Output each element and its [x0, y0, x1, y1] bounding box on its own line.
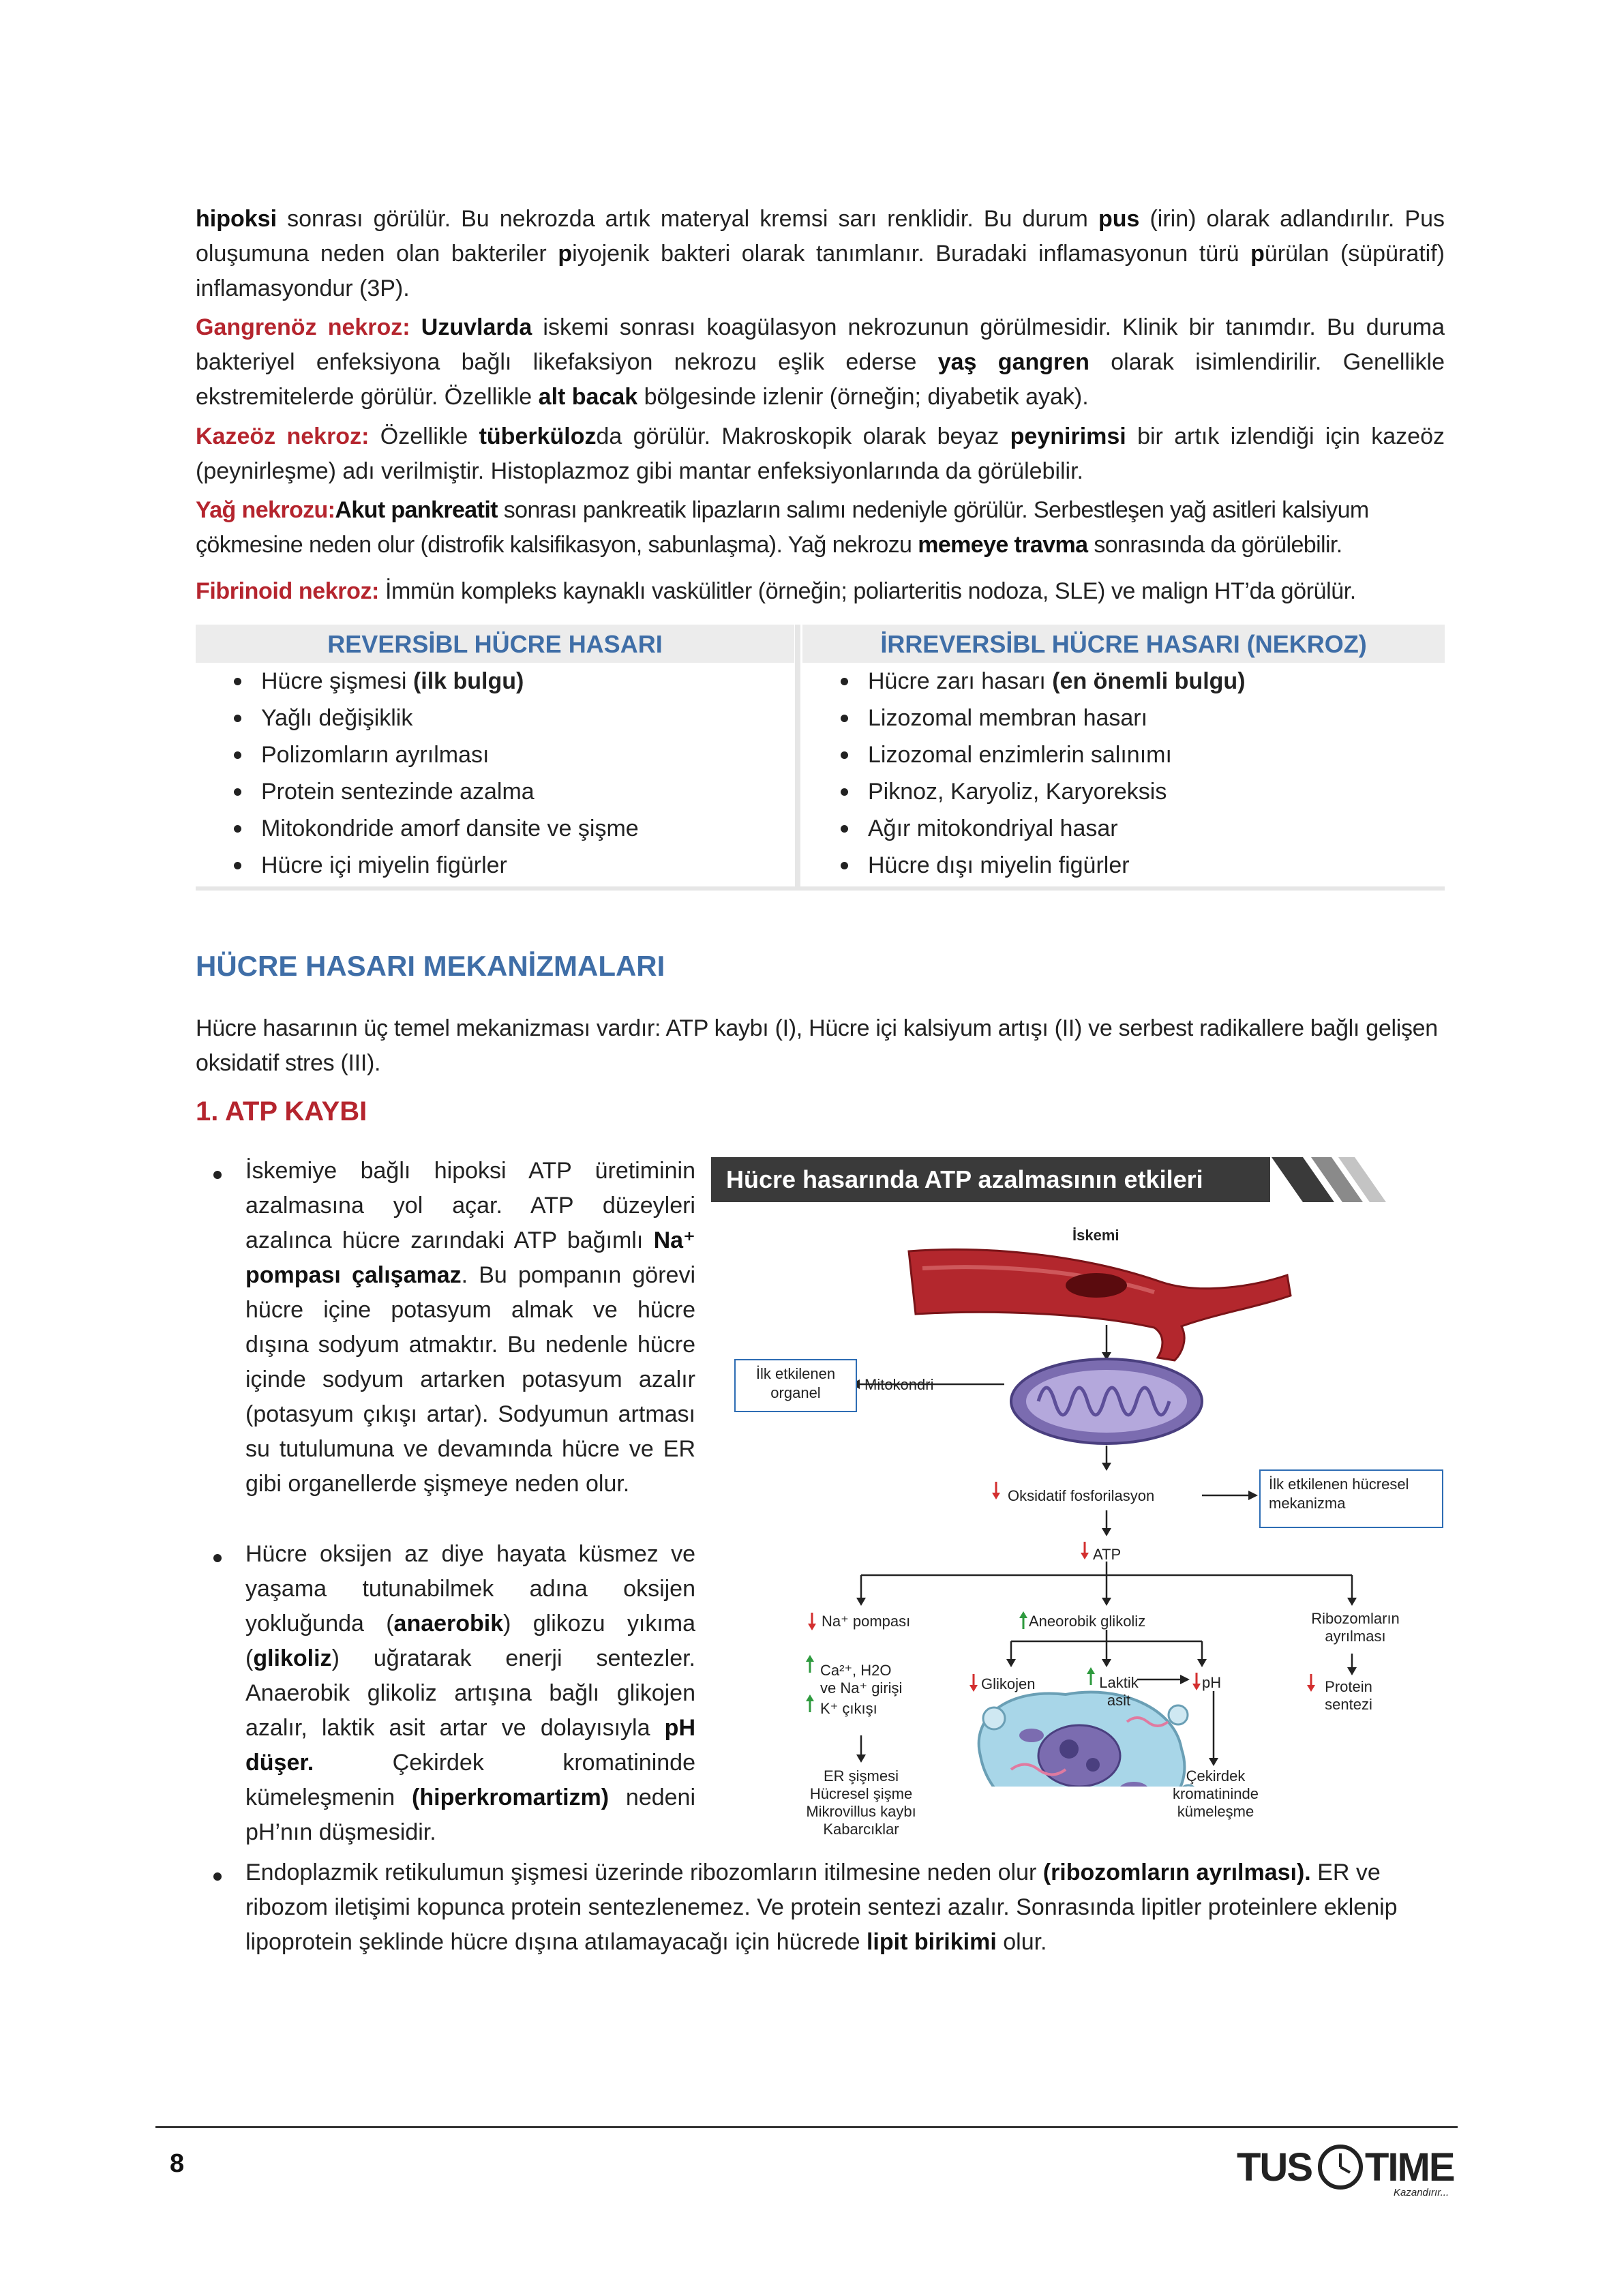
bullet-ribosome	[245, 1855, 1445, 1960]
table-list-item	[196, 700, 794, 736]
reversible-column	[196, 625, 794, 891]
text: ürülan (süpüratif) inflamasyondur (3P).	[196, 241, 1445, 301]
logo-tagline: Kazandırır...	[1394, 2187, 1449, 2198]
bold-term: Na⁺ pompası çalışamaz	[245, 1227, 695, 1288]
table-divider	[795, 625, 800, 891]
bold-term: peynirimsi	[1010, 423, 1126, 449]
ca-entry-label: Ca²⁺, H2O ve Na⁺ girişi	[820, 1662, 903, 1697]
term-label: Kazeöz nekroz:	[196, 423, 370, 449]
down-arrow-icon	[808, 1613, 816, 1630]
irreversible-header: İRREVERSİBL HÜCRE HASARI (NEKROZ)	[802, 625, 1445, 663]
text: ER ve ribozom iletişimi kopunca protein sentezlenemez. Ve protein sentezi azalır. Sonrasında lipitler proteinlere eklenip lipoprotein şeklinde hücre dışına atılamayacağı için hücrede	[245, 1860, 1398, 1955]
bold-term: anaerobik	[393, 1611, 504, 1637]
bold-term: (ribozomların ayrılması).	[1042, 1860, 1311, 1885]
table-list-item	[802, 810, 1445, 847]
table-list-item	[196, 663, 794, 700]
reversible-header: REVERSİBL HÜCRE HASARI	[196, 625, 794, 663]
up-arrow-icon	[1019, 1611, 1027, 1629]
table-list-item	[802, 736, 1445, 773]
paragraph-yag-nekrozu	[196, 493, 1445, 563]
down-arrow-icon	[1081, 1542, 1089, 1559]
bold-letter: p	[558, 241, 573, 267]
irreversible-list	[802, 663, 1445, 884]
bold-letter: p	[1250, 241, 1265, 267]
down-arrow-icon	[1192, 1673, 1201, 1690]
bold-term: memeye travma	[918, 532, 1088, 558]
chromatin-label: Çekirdek kromatininde kümeleşme	[1173, 1767, 1259, 1820]
page-number: 8	[170, 2149, 185, 2178]
laktik-label: Laktik asit	[1099, 1674, 1139, 1709]
table-list-item	[802, 663, 1445, 700]
er-swelling-label: ER şişmesi Hücresel şişme Mikrovillus kaybı Kabarcıklar	[806, 1767, 916, 1838]
iskemi-label: İskemi	[1072, 1227, 1119, 1244]
cell-injury-table	[196, 625, 1445, 891]
item-text: Ağır mitokondriyal hasar	[868, 816, 1118, 841]
text: olur.	[996, 1929, 1047, 1955]
protein-label: Protein sentezi	[1325, 1678, 1372, 1713]
glikojen-label: Glikojen	[981, 1675, 1036, 1692]
bold-term: Akut pankreatit	[335, 497, 498, 523]
item-text: Hücre dışı miyelin figürler	[868, 852, 1130, 878]
reversible-list	[196, 663, 794, 884]
footer-rule	[155, 2126, 1458, 2128]
up-arrow-icon	[1087, 1667, 1095, 1685]
bold-term: glikoliz	[253, 1645, 332, 1671]
item-text: Mitokondride amorf dansite ve şişme	[261, 816, 639, 841]
text: bölgesinde izlenir (örneğin; diyabetik ayak).	[637, 384, 1089, 410]
logo-time: TIME	[1365, 2145, 1454, 2190]
term-label: Fibrinoid nekroz:	[196, 578, 379, 604]
text: Hücre oksijen az diye hayata küsmez ve yaşama tutunabilmek adına oksijen yokluğunda (	[245, 1541, 695, 1637]
bold-term: tüberküloz	[479, 423, 597, 449]
down-arrow-icon	[969, 1674, 978, 1692]
atp-label: ATP	[1093, 1546, 1122, 1563]
text: iyojenik bakteri olarak tanımlanır. Buradaki inflamasyonun türü	[572, 241, 1251, 267]
bold-term: lipit birikimi	[866, 1929, 997, 1955]
tustime-logo	[1237, 2138, 1455, 2200]
text: Özellikle	[369, 423, 479, 449]
section-title: HÜCRE HASARI MEKANİZMALARI	[196, 950, 665, 982]
paragraph-gangrenoz	[196, 310, 1445, 415]
text: sonrası pankreatik lipazların salımı nedeniyle görülür. Serbestleşen yağ asitleri kalsiyum çökmesine neden olur (distrofik kalsifikasyon, sabunlaşma). Yağ nekrozu	[196, 497, 1369, 558]
item-text: Hücre içi miyelin figürler	[261, 852, 507, 878]
table-list-item	[196, 773, 794, 810]
ph-label: pH	[1202, 1674, 1222, 1691]
bullet-atp-pump	[245, 1154, 695, 1502]
text: İskemiye bağlı hipoksi ATP üretiminin azalmasına yol açar. ATP düzeyleri azalınca hücre zarındaki ATP bağımlı	[245, 1158, 695, 1253]
bold-term: pus	[1098, 206, 1140, 232]
section-intro: Hücre hasarının üç temel mekanizması vardır: ATP kaybı (I), Hücre içi kalsiyum artışı (II) ve serbest radikallere bağlı gelişen oksidatif stres (III).	[196, 1015, 1438, 1076]
item-text: Polizomların ayrılması	[261, 742, 490, 768]
table-list-item	[802, 700, 1445, 736]
logo-tus: TUS	[1237, 2145, 1312, 2190]
subsection-title: 1. ATP KAYBI	[196, 1096, 367, 1126]
text: Endoplazmik retikulumun şişmesi üzerinde ribozomların itilmesine neden olur	[245, 1860, 1043, 1885]
text: sonrası görülür. Bu nekrozda artık materyal kremsi sarı renklidir. Bu durum	[277, 206, 1098, 232]
text: iskemi sonrası koagülasyon nekrozunun görülmesidir. Klinik bir tanımdır. Bu duruma bakteriyel enfeksiyona bağlı likefaksiyon nekrozu eşlik ederse	[196, 314, 1445, 375]
table-list-item	[196, 736, 794, 773]
bold-term: alt bacak	[538, 384, 638, 410]
text: İmmün kompleks kaynaklı vaskülitler (örneğin; poliarteritis nodoza, SLE) ve malign HT’da görülür.	[378, 578, 1356, 604]
figure-title: Hücre hasarında ATP azalmasının etkileri	[711, 1157, 1270, 1202]
bold-term: pH düşer.	[245, 1715, 695, 1776]
down-arrow-icon	[992, 1482, 1000, 1499]
k-exit-label: K⁺ çıkışı	[820, 1700, 877, 1717]
bold-term: Uzuvlarda	[421, 314, 532, 340]
text: da görülür. Makroskopik olarak beyaz	[596, 423, 1010, 449]
ribosome-label: Ribozomların ayrılması	[1311, 1610, 1400, 1645]
text: nedeni pH’nın düşmesidir.	[245, 1784, 696, 1845]
first-mechanism-box: İlk etkilenen hücresel mekanizma	[1259, 1469, 1443, 1528]
text: (irin) olarak adlandırılır. Pus oluşumuna neden olan bakteriler	[196, 206, 1445, 267]
paragraph-pus	[196, 202, 1445, 306]
mitochondrion-inner	[1026, 1370, 1187, 1433]
term-label: Yağ nekrozu:	[196, 497, 335, 523]
item-text: Piknoz, Karyoliz, Karyoreksis	[868, 779, 1167, 805]
bold-term: hipoksi	[196, 206, 277, 232]
table-list-item	[802, 847, 1445, 884]
first-organelle-box: İlk etkilenen organel	[734, 1359, 857, 1412]
text: . Bu pompanın görevi hücre içine potasyum almak ve hücre dışına sodyum atmaktır. Bu nedenle hücre içinde sodyum artarken potasyum azalır (potasyum çıkışı artar). Sodyumun artması su tutulumuna ve devamında hücre ve ER gibi organellerde şişmeye neden olur.	[245, 1262, 695, 1497]
anaerobic-glycolysis-label: Aneorobik glikoliz	[1029, 1613, 1146, 1630]
bold-term: yaş gangren	[937, 349, 1089, 375]
irreversible-column	[802, 625, 1445, 891]
text: Çekirdek kromatininde kümeleşmenin	[245, 1750, 695, 1810]
table-list-item	[196, 847, 794, 884]
term-label: Gangrenöz nekroz:	[196, 314, 410, 340]
item-text: Yağlı değişiklik	[261, 705, 413, 731]
table-list-item	[196, 810, 794, 847]
item-text: Hücre şişmesi	[261, 668, 413, 694]
atp-figure	[711, 1156, 1454, 1838]
down-arrow-icon	[1307, 1674, 1315, 1692]
item-text: Hücre zarı hasarı	[868, 668, 1053, 694]
text: sonrasında da görülebilir.	[1087, 532, 1342, 558]
table-list-item	[802, 773, 1445, 810]
item-text: Lizozomal enzimlerin salınımı	[868, 742, 1172, 768]
na-pump-label: Na⁺ pompası	[822, 1613, 911, 1630]
item-emphasis: (en önemli bulgu)	[1052, 668, 1246, 694]
bullet-anaerobic	[245, 1537, 695, 1850]
paragraph-kazeoz	[196, 419, 1445, 489]
mitokondri-label: Mitokondri	[864, 1376, 934, 1393]
text: ) glikozu yıkıma (	[245, 1611, 695, 1671]
up-arrow-icon	[806, 1655, 814, 1673]
oksidatif-label: Oksidatif fosforilasyon	[1008, 1487, 1155, 1504]
item-text: Protein sentezinde azalma	[261, 779, 535, 805]
text: bir artık izlendiği için kazeöz (peynirleşme) adı verilmiştir. Histoplazmoz gibi mantar enfeksiyonlarında da görülebilir.	[196, 423, 1445, 484]
up-arrow-icon	[806, 1694, 814, 1712]
vessel-occlusion	[1066, 1273, 1127, 1298]
bullet-dot	[213, 1171, 222, 1179]
table-bottom-rule	[196, 886, 1445, 891]
bullet-dot	[213, 1554, 222, 1562]
item-emphasis: (ilk bulgu)	[412, 668, 524, 694]
text: olarak isimlendirilir. Genellikle ekstremitelerde görülür. Özellikle	[196, 349, 1445, 410]
paragraph-fibrinoid	[196, 574, 1445, 609]
text: ) uğratarak enerji sentezler. Anaerobik glikoliz artışına bağlı glikojen azalır, laktik asit artar ve dolayısıyla	[245, 1645, 695, 1741]
item-text: Lizozomal membran hasarı	[868, 705, 1148, 731]
bullet-dot	[213, 1872, 222, 1881]
bold-term: (hiperkromartizm)	[412, 1784, 610, 1810]
